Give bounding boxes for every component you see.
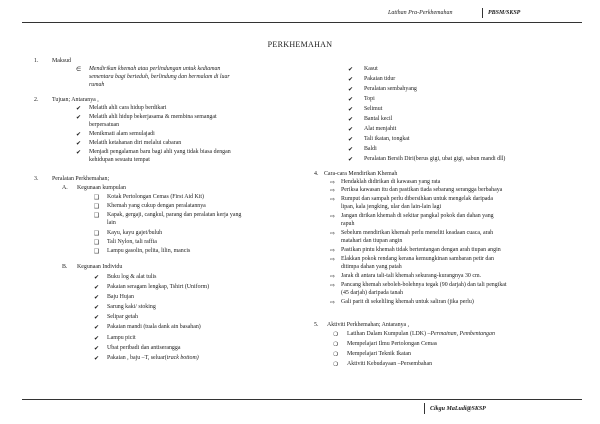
arrow-right-icon: ⇨ bbox=[330, 187, 336, 194]
check-icon: ✔ bbox=[348, 126, 354, 133]
list-item: Melatih ahli hidup bekerjasama & membina semangat bbox=[89, 114, 217, 120]
square-bullet-icon: ❑ bbox=[94, 203, 100, 210]
list-item: Rumput dan sampah perlu dibersihkan untuk mengelak daripada bbox=[341, 196, 493, 202]
list-item: lain bbox=[107, 220, 116, 226]
check-icon: ✔ bbox=[76, 105, 82, 112]
list-item: Kasut bbox=[364, 66, 378, 72]
subsection-b-heading: Kegunaan Individu bbox=[77, 264, 123, 270]
arrow-right-icon: ⇨ bbox=[330, 282, 336, 289]
page-title: PERKHEMAHAN bbox=[267, 40, 333, 49]
list-item: Mempelajari Teknik Ikatan bbox=[347, 351, 411, 357]
footer-credit bbox=[430, 406, 486, 412]
list-item: Alat menjahit bbox=[364, 126, 397, 132]
list-item: Pastikan pintu khemah tidak bertentangan dengan arah tiupan angin bbox=[341, 247, 501, 253]
list-item: Baldi bbox=[364, 146, 377, 152]
list-item: Buku log & alat tulis bbox=[107, 274, 157, 280]
check-icon: ✔ bbox=[94, 274, 100, 281]
list-item: Topi bbox=[364, 96, 375, 102]
list-item: Jangan dirikan khemah di sekitar pangkal pokok dan dahan yang bbox=[341, 213, 494, 219]
check-icon: ✔ bbox=[348, 116, 354, 123]
running-header bbox=[388, 10, 521, 16]
list-item: rapuh bbox=[341, 221, 355, 227]
list-item: ditimpa dahan yang patah bbox=[341, 264, 402, 270]
check-icon: ✔ bbox=[76, 131, 82, 138]
section-3-number: 3. bbox=[34, 176, 39, 182]
list-item bbox=[107, 355, 199, 363]
square-bullet-icon: ❑ bbox=[94, 212, 100, 219]
list-item: Kotak Pertolongan Cemas (First Aid Kit) bbox=[107, 194, 205, 200]
check-icon: ✔ bbox=[76, 149, 82, 156]
list-item: Baju Hujan bbox=[107, 294, 134, 300]
list-item: Pakaian tidur bbox=[364, 76, 396, 82]
footer-text: Cikgu MaLudi@SKSP bbox=[430, 406, 486, 412]
list-item: Aktiviti Kebudayaan –Persembahan bbox=[347, 361, 433, 367]
section-5-heading: Aktiviti Perkhemahan; Antaranya , bbox=[327, 322, 410, 328]
circle-bullet-icon: ❍ bbox=[333, 351, 339, 358]
list-item: Selimut bbox=[364, 106, 383, 112]
subsection-a-heading: Kegunaan kumpulan bbox=[77, 185, 126, 191]
circle-bullet-icon: ❍ bbox=[333, 341, 339, 348]
list-item: Bantal kecil bbox=[364, 116, 393, 122]
header-code: PBSM/SKSP bbox=[488, 10, 521, 16]
arrow-right-icon: ⇨ bbox=[330, 247, 336, 254]
arrow-right-icon: ⇨ bbox=[330, 299, 336, 306]
check-icon: ✔ bbox=[94, 335, 100, 342]
list-item: lipan, kala jengking, ular dan lain-lain lagi bbox=[341, 204, 442, 210]
square-bullet-icon: ❑ bbox=[94, 239, 100, 246]
list-item: Tali ikatan, tongkat bbox=[364, 136, 410, 142]
list-item: Gali parit di sekeliling khemah untuk saliran (jika perlu) bbox=[341, 299, 474, 305]
section-1-line: rumah bbox=[89, 82, 105, 88]
section-4-number: 4. bbox=[314, 171, 319, 177]
section-1-heading: Maksud bbox=[52, 58, 71, 64]
list-item: Peralatan Bersih Diri(berus gigi, ubat gigi, sabun mandi dll) bbox=[364, 156, 506, 162]
bullet-icon: ∈ bbox=[76, 66, 82, 73]
list-item bbox=[347, 331, 495, 339]
section-4-heading: Cara-cara Mendirikan Khemah bbox=[324, 171, 398, 177]
footer-divider bbox=[424, 403, 425, 414]
list-item: Periksa kawasan itu dan pastikan tiada sebarang serangga berbahaya bbox=[341, 187, 503, 193]
arrow-right-icon: ⇨ bbox=[330, 179, 336, 186]
check-icon: ✔ bbox=[76, 114, 82, 121]
arrow-right-icon: ⇨ bbox=[330, 213, 336, 220]
list-item: Pakaian mandi (tuala dank ain basahan) bbox=[107, 324, 201, 330]
list-item: Melatih ketahanan diri melalui cabaran bbox=[89, 140, 182, 146]
section-3-heading: Peralatan Perkhemahan; bbox=[52, 176, 110, 182]
subsection-b-label: B. bbox=[62, 264, 68, 270]
list-item: Menikmati alam semulajadi bbox=[89, 131, 155, 137]
list-item-text: Pakaian , baju –T, seluar( bbox=[107, 355, 167, 361]
check-icon: ✔ bbox=[348, 86, 354, 93]
list-item: Pakaian seragam lengkap, Tshirt (Uniform) bbox=[107, 284, 210, 290]
list-item: Pancang khemah seboleh-bolehnya tegak (90 darjah) dan tali pengikat bbox=[341, 282, 507, 288]
list-item: Mempelajari Ilmu Pertolongan Cemas bbox=[347, 341, 438, 347]
list-item: Menjadi pengalaman baru bagi ahli yang tidak biasa dengan bbox=[89, 149, 231, 155]
list-item: Elakkan pokok rendang kerana kemungkinan sambaran petir dan bbox=[341, 256, 494, 262]
circle-bullet-icon: ❍ bbox=[333, 361, 339, 368]
arrow-right-icon: ⇨ bbox=[330, 273, 336, 280]
footer-rule bbox=[22, 399, 582, 400]
section-2-heading: Tujuan; Antaranya , bbox=[52, 97, 99, 103]
check-icon: ✔ bbox=[348, 76, 354, 83]
list-item: (45 darjah) daripada tanah bbox=[341, 290, 403, 296]
list-item: matahari dan tiupan angin bbox=[341, 238, 403, 244]
list-item: Khemah yang cukup dengan peralatannya bbox=[107, 203, 206, 209]
section-5-number: 5. bbox=[314, 322, 319, 328]
list-item: berpersatuan bbox=[89, 122, 120, 128]
list-item: Jarak di antara tali-tali khemah sekurang-kurangnya 30 cm. bbox=[341, 273, 482, 279]
header-divider bbox=[482, 8, 483, 18]
header-subtitle: Latihan Pra-Perkhemahan bbox=[388, 10, 453, 16]
arrow-right-icon: ⇨ bbox=[330, 256, 336, 263]
circle-bullet-icon: ❍ bbox=[333, 331, 339, 338]
check-icon: ✔ bbox=[348, 136, 354, 143]
list-item-text-italic: Permainan, Pembentangan bbox=[430, 331, 495, 337]
list-item: Kapak, gergaji, cangkul, parang dan peralatan kerja yang bbox=[107, 212, 242, 218]
list-item: Kayu, kayu gajet/buluh bbox=[107, 230, 163, 236]
list-item-text: Latihan Dalam Kumpulan (LDK) – bbox=[347, 331, 431, 337]
list-item: Tali Nylon, tali raffia bbox=[107, 239, 157, 245]
section-1-line: Mendirikan khemah atau perlindungan untuk kediaman bbox=[89, 66, 221, 72]
list-item: Melatih ahli cara hidup berdikari bbox=[89, 105, 167, 111]
header-rule bbox=[22, 22, 582, 23]
check-icon: ✔ bbox=[94, 314, 100, 321]
check-icon: ✔ bbox=[348, 156, 354, 163]
arrow-right-icon: ⇨ bbox=[330, 230, 336, 237]
section-2-number: 2. bbox=[34, 97, 39, 103]
list-item: kehidupan sesuatu tempat bbox=[89, 157, 150, 163]
check-icon: ✔ bbox=[94, 294, 100, 301]
list-item: Peralatan sembahyang bbox=[364, 86, 417, 92]
check-icon: ✔ bbox=[94, 355, 100, 362]
check-icon: ✔ bbox=[94, 284, 100, 291]
check-icon: ✔ bbox=[94, 345, 100, 352]
square-bullet-icon: ❑ bbox=[94, 248, 100, 255]
check-icon: ✔ bbox=[94, 324, 100, 331]
list-item: Lampu picit bbox=[107, 335, 136, 341]
list-item: Sebelum mendirikan khemah perlu meneliti keadaan cuaca, arah bbox=[341, 230, 494, 236]
square-bullet-icon: ❑ bbox=[94, 230, 100, 237]
subsection-a-label: A. bbox=[62, 185, 68, 191]
check-icon: ✔ bbox=[76, 140, 82, 147]
arrow-right-icon: ⇨ bbox=[330, 196, 336, 203]
square-bullet-icon: ❑ bbox=[94, 194, 100, 201]
list-item: Sarung kaki/ stoking bbox=[107, 304, 156, 310]
list-item: Hendaklah didirikan di kawasan yang rata bbox=[341, 179, 441, 185]
check-icon: ✔ bbox=[348, 66, 354, 73]
section-1-number: 1. bbox=[34, 58, 39, 64]
list-item: Lampu gasolin, pelita, lilin, mancis bbox=[107, 248, 191, 254]
check-icon: ✔ bbox=[348, 106, 354, 113]
check-icon: ✔ bbox=[94, 304, 100, 311]
list-item-text-italic: track bottom) bbox=[166, 355, 199, 361]
list-item: Ubat peribadi dan antiserangga bbox=[107, 345, 181, 351]
list-item: Selipar getah bbox=[107, 314, 138, 320]
section-1-line: sementara bagi berteduh, berlindung dan bermalam di luar bbox=[89, 74, 230, 80]
check-icon: ✔ bbox=[348, 96, 354, 103]
check-icon: ✔ bbox=[348, 146, 354, 153]
